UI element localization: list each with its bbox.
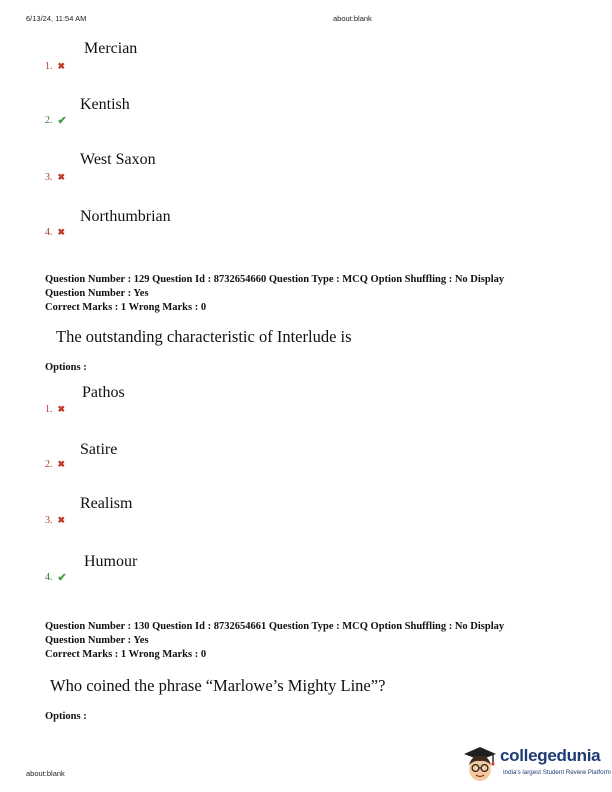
option-marker — [45, 61, 65, 72]
question-text: Who coined the phrase “Marlowe’s Mighty Line”? — [50, 676, 386, 695]
cross-icon: ✖ — [57, 459, 66, 469]
options-label: Options : — [45, 711, 87, 722]
option-number: 2. — [45, 459, 53, 470]
footer-url: about:blank — [26, 769, 65, 778]
logo-tagline: India's largest Student Review Platform — [503, 769, 611, 776]
option-marker — [45, 459, 65, 470]
option-number: 2. — [45, 115, 53, 126]
cross-icon: ✖ — [57, 227, 66, 237]
question-meta-line: Question Number : Yes — [45, 288, 149, 299]
option-marker — [45, 172, 65, 183]
option-number: 3. — [45, 515, 53, 526]
option-text: West Saxon — [80, 151, 156, 168]
check-icon: ✔ — [57, 115, 67, 127]
graduate-mascot-icon — [460, 744, 500, 784]
check-icon: ✔ — [57, 572, 67, 584]
option-number: 1. — [45, 404, 53, 415]
logo-wordmark: collegedunia — [500, 746, 601, 765]
cross-icon: ✖ — [57, 515, 66, 525]
option-text: Kentish — [80, 96, 130, 113]
option-marker — [45, 571, 67, 584]
option-marker — [45, 404, 65, 415]
option-text: Realism — [80, 495, 133, 512]
option-number: 3. — [45, 172, 53, 183]
question-meta-line: Question Number : 130 Question Id : 8732654661 Question Type : MCQ Option Shuffling : No Display — [45, 621, 505, 632]
question-text: The outstanding characteristic of Interlude is — [56, 327, 352, 346]
option-marker — [45, 227, 65, 238]
options-label: Options : — [45, 362, 87, 373]
cross-icon: ✖ — [57, 404, 66, 414]
question-meta-line: Question Number : Yes — [45, 635, 149, 646]
print-datetime: 6/13/24, 11:54 AM — [26, 14, 87, 23]
option-text: Northumbrian — [80, 208, 171, 225]
print-url: about:blank — [333, 14, 372, 23]
question-meta — [45, 620, 504, 662]
option-number: 4. — [45, 227, 53, 238]
option-marker — [45, 515, 65, 526]
question-meta-line: Question Number : 129 Question Id : 8732654660 Question Type : MCQ Option Shuffling : No Display — [45, 274, 505, 285]
option-text: Pathos — [82, 384, 125, 401]
option-number: 1. — [45, 61, 53, 72]
question-meta — [45, 273, 504, 315]
option-text: Mercian — [84, 40, 138, 57]
option-marker — [45, 114, 67, 127]
question-meta-line: Correct Marks : 1 Wrong Marks : 0 — [45, 302, 207, 313]
cross-icon: ✖ — [57, 172, 66, 182]
option-number: 4. — [45, 572, 53, 583]
question-meta-line: Correct Marks : 1 Wrong Marks : 0 — [45, 649, 207, 660]
option-text: Satire — [80, 441, 118, 458]
collegedunia-logo — [460, 742, 610, 788]
cross-icon: ✖ — [57, 61, 66, 71]
option-text: Humour — [84, 553, 138, 570]
